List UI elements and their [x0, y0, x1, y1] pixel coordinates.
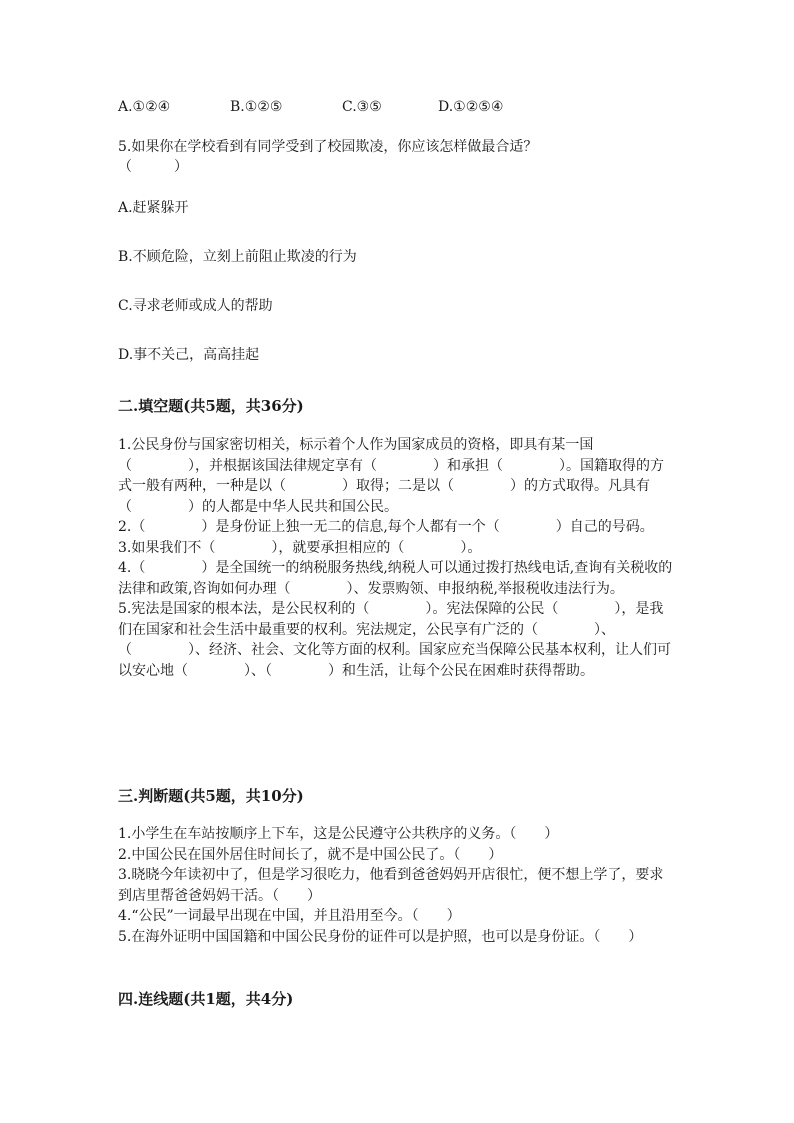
q4-option-c: C.③⑤ [342, 99, 382, 115]
section2-heading: 二.填空题(共5题，共36分) [118, 397, 304, 415]
judge-question-1: 1.小学生在车站按顺序上下车，这是公民遵守公共秩序的义务。（ ） [118, 826, 559, 842]
q5-option-c: C.寻求老师或成人的帮助 [118, 298, 273, 314]
judge-question-5: 5.在海外证明中国国籍和中国公民身份的证件可以是护照，也可以是身份证。（ ） [118, 928, 643, 945]
section4-heading: 四.连线题(共1题，共4分) [118, 990, 294, 1008]
fill-question-1: 1.公民身份与国家密切相关，标示着个人作为国家成员的资格，即具有某一国（ ），并根据该国法律规定享有（ ）和承担（ ）。国籍取得的方式一般有两种，一种是以（ ）取得；二是以（ ）的方式取得。凡具有（ ）的人都是中华人民共和国公民。 [118, 437, 664, 515]
section2-questions [118, 435, 674, 681]
q4-option-d: D.①②⑤④ [438, 99, 504, 115]
judge-question-2: 2.中国公民在国外居住时间长了，就不是中国公民了。（ ） [118, 846, 503, 863]
section3-heading: 三.判断题(共5题，共10分) [118, 787, 304, 805]
q4-option-a: A.①②④ [118, 99, 171, 115]
q5-blank: （ ） [118, 159, 188, 175]
fill-question-5: 5.宪法是国家的根本法，是公民权利的（ ）。宪法保障的公民（ ），是我们在国家和社会生活中最重要的权利。宪法规定，公民享有广泛的（ ）、（ ）、经济、社会、文化等方面的权利。国家应充当保障公民基本权利，让人们可以安心地（ ）、（ ）和生活，让每个公民在困难时获得帮助。 [118, 601, 671, 679]
fill-question-4: 4.（ ）是全国统一的纳税服务热线,纳税人可以通过拨打热线电话,查询有关税收的法律和政策,咨询如何办理（ ）、发票购领、申报纳税,举报税收违法行为。 [118, 560, 673, 597]
judge-question-3: 3.晓晓今年读初中了，但是学习很吃力，他看到爸爸妈妈开店很忙，便不想上学了，要求到店里帮爸爸妈妈干活。（ ） [118, 867, 664, 904]
fill-question-3: 3.如果我们不（ ），就要承担相应的（ ）。 [118, 539, 482, 556]
q4-option-b: B.①②⑤ [230, 99, 283, 115]
fill-question-2: 2.（ ）是身份证上独一无二的信息,每个人都有一个（ ）自己的号码。 [118, 519, 654, 535]
q4-options [118, 97, 503, 117]
q5-stem: 5.如果你在学校看到有同学受到了校园欺凌，你应该怎样做最合适？ [118, 139, 538, 155]
q5-option-d: D.事不关己，高高挂起 [118, 347, 260, 363]
judge-question-4: 4.“公民”一词最早出现在中国，并且沿用至今。（ ） [118, 908, 461, 924]
q5-option-a: A.赶紧躲开 [118, 200, 189, 216]
q5-option-b: B.不顾危险，立刻上前阻止欺凌的行为 [118, 249, 357, 265]
section3-questions [118, 824, 674, 947]
